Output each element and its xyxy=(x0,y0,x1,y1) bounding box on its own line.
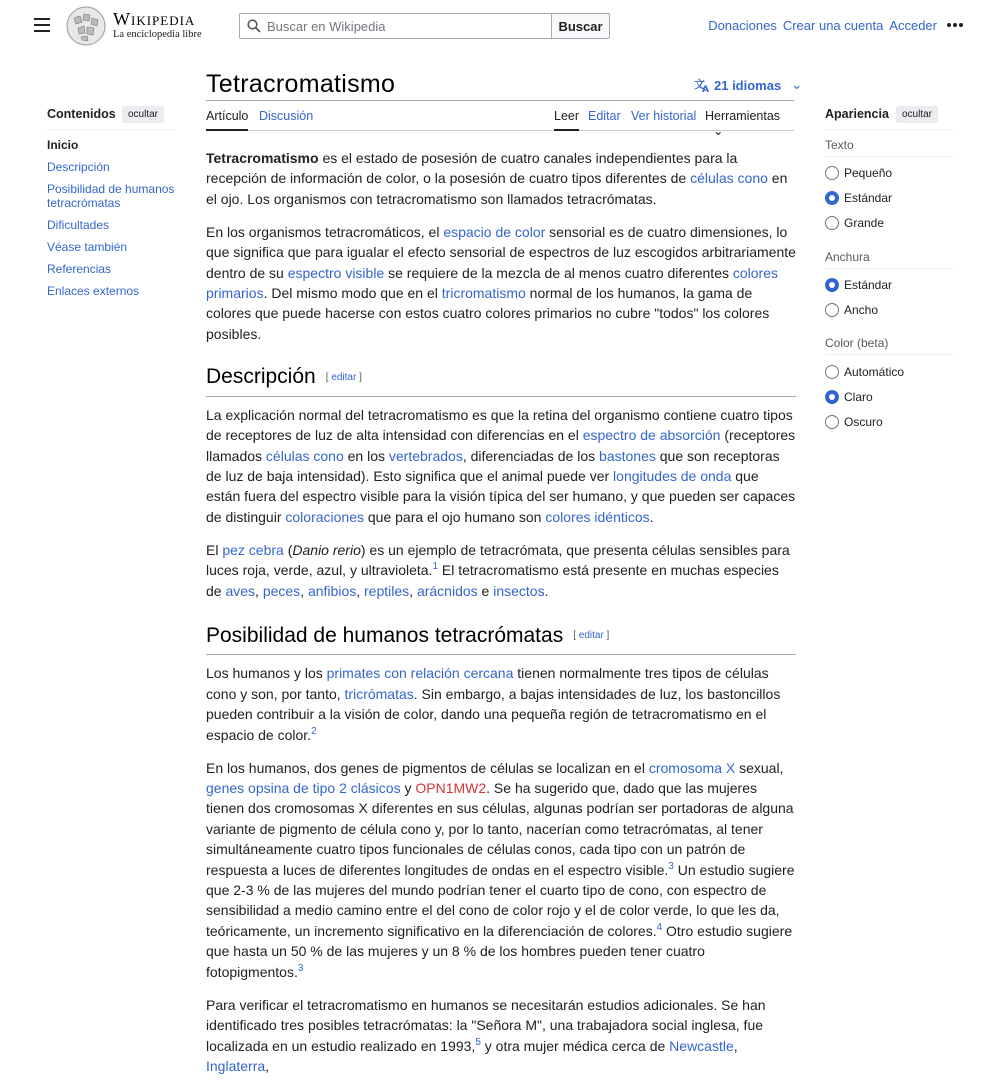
text-run: en el ojo. Los organismos con tetracromatismo son llamados tetracrómatas. xyxy=(206,170,788,207)
red-wiki-link[interactable]: OPN1MW2 xyxy=(415,780,487,797)
text-run: y xyxy=(400,780,416,797)
text-run: es el estado de posesión de cuatro canales independientes para la recepción de información de color, o la posesión de cuatro tipos diferentes de xyxy=(206,150,738,187)
text-run: (receptores llamados xyxy=(206,427,796,464)
paragraph-humans xyxy=(206,663,796,745)
wiki-link[interactable]: células cono xyxy=(690,170,768,187)
login-link[interactable]: Acceder xyxy=(889,18,937,33)
wikipedia-globe-logo[interactable] xyxy=(66,6,106,46)
paragraph-color-space xyxy=(206,222,796,344)
user-links xyxy=(708,18,937,33)
page-title: Tetracromatismo xyxy=(206,70,396,98)
color-option-light[interactable] xyxy=(825,390,873,404)
wiki-link[interactable]: tricromatismo xyxy=(441,285,526,302)
wiki-link[interactable]: peces xyxy=(262,582,301,599)
radio-label: Oscuro xyxy=(844,415,883,429)
radio-button[interactable] xyxy=(825,303,839,317)
section-heading-descripcion xyxy=(206,364,796,396)
text-run: , diferenciadas de los xyxy=(462,447,600,464)
text-run: sensorial es de cuatro dimensiones, lo que significa que para igualar el efecto sensorial de espectros de luz escogidos arbitrariamente dentro de su xyxy=(206,223,796,281)
appearance-divider xyxy=(825,129,953,130)
toc-item-referencias[interactable]: Referencias xyxy=(47,262,112,276)
reference-link[interactable]: 5 xyxy=(475,1036,481,1048)
text-run: que son receptoras de luz de baja intensidad). Esto significa que el animal puede ver xyxy=(206,447,780,484)
text-run: se requiere de la mezcla de al menos cuatro diferentes xyxy=(384,264,733,281)
wiki-link[interactable]: genes opsina de tipo 2 clásicos xyxy=(206,780,401,797)
page-tabs xyxy=(206,101,794,138)
text-run: tienen normalmente tres tipos de células cono y son, por tanto, xyxy=(206,665,769,702)
text-size-option-large[interactable] xyxy=(825,216,884,230)
width-divider xyxy=(825,268,953,269)
text-run: que están fuera del espectro visible para la visión típica del ser humano, y que pueden ser capaces de distinguir xyxy=(206,467,796,525)
reference-link[interactable]: 3 xyxy=(297,962,304,974)
radio-button[interactable] xyxy=(825,191,839,205)
tab-read[interactable]: Leer xyxy=(554,109,579,131)
wiki-link[interactable]: pez cebra xyxy=(222,541,284,558)
wiki-link[interactable]: colores primarios xyxy=(206,264,779,302)
radio-label: Estándar xyxy=(844,191,893,205)
reference-link[interactable]: 2 xyxy=(311,725,317,737)
wiki-link[interactable]: espectro visible xyxy=(287,264,385,281)
radio-label: Automático xyxy=(844,365,905,379)
radio-label: Pequeño xyxy=(844,166,893,180)
text-run: En los humanos, dos genes de pigmentos de células se localizan en el xyxy=(206,759,649,776)
text-run: , xyxy=(265,1057,270,1074)
text-run: y otra mujer médica cerca de xyxy=(480,1037,670,1054)
tab-history[interactable]: Ver historial xyxy=(631,109,697,123)
wiki-link[interactable]: espacio de color xyxy=(443,223,546,240)
edit-link[interactable]: editar xyxy=(331,371,357,383)
edit-link[interactable]: editar xyxy=(578,630,604,642)
paragraph-genes xyxy=(206,758,796,982)
tab-talk[interactable]: Discusión xyxy=(259,109,314,123)
radio-button[interactable] xyxy=(825,415,839,429)
article-content xyxy=(206,148,796,1089)
toc-heading: Contenidos xyxy=(47,107,116,121)
text-run: En los organismos tetracromáticos, el xyxy=(206,223,444,240)
text-run: que para el ojo humano son xyxy=(364,508,546,525)
reference-link[interactable]: 1 xyxy=(432,561,439,573)
search-button[interactable]: Buscar xyxy=(551,13,610,39)
text-size-label: Texto xyxy=(825,138,854,152)
text-run: La explicación normal del tetracromatismo es que la retina del organismo contiene cuatro tipos de receptores de luz de alta intensidad con diferencias en el xyxy=(206,406,793,444)
text-run: Un estudio sugiere que 2-3 % de las mujeres del mundo podrían tener el cuarto tipo de cono, con espectro de sensibilidad a medio camino entre el del cono de color rojo y el de color verde, lo que les da, teóricamente, un incremento significativo en la diferenciación de colores. xyxy=(206,861,795,939)
section-title: Descripción xyxy=(206,365,316,389)
radio-button[interactable] xyxy=(825,216,839,230)
toc-divider xyxy=(47,129,175,130)
wiki-link[interactable]: insectos xyxy=(493,582,545,599)
section-heading-posibilidad xyxy=(206,623,796,655)
text-run: ) es un ejemplo de tetracrómata, que presenta células sensibles para luces roja, verde, azul, y ultravioleta. xyxy=(206,541,790,579)
language-icon xyxy=(694,77,710,93)
color-option-automatic[interactable] xyxy=(825,365,904,379)
paragraph-explanation xyxy=(206,405,796,527)
text-run: Para verificar el tetracromatismo en humanos se necesitarán estudios adicionales. Se han identificado tres posibles tetracrómatas: la "Señora M", una trabajadora social inglesa, fue localizada en un estudio realizado en 1993, xyxy=(206,996,766,1054)
width-option-wide[interactable] xyxy=(825,303,878,317)
create-account-link[interactable]: Crear una cuenta xyxy=(782,18,884,33)
wiki-link[interactable]: cromosoma X xyxy=(648,759,736,776)
chevron-down-icon: ⌄ xyxy=(791,77,803,92)
radio-label: Grande xyxy=(844,216,885,230)
table-of-contents xyxy=(47,138,187,306)
width-option-standard[interactable] xyxy=(825,278,892,292)
radio-button[interactable] xyxy=(825,166,839,180)
text-run: El xyxy=(206,541,223,558)
wiki-link[interactable]: arácnidos xyxy=(416,582,478,599)
wikipedia-wordmark[interactable]: Wikipedia xyxy=(113,9,196,29)
text-run: . xyxy=(544,582,549,599)
color-option-dark[interactable] xyxy=(825,415,883,429)
wiki-link[interactable]: bastones xyxy=(599,447,656,464)
wiki-link[interactable]: tricrómatas xyxy=(344,685,414,702)
color-label: Color (beta) xyxy=(825,336,889,350)
radio-label: Estándar xyxy=(844,278,893,292)
wiki-link[interactable]: vertebrados xyxy=(388,447,463,464)
text-run: El tetracromatismo está presente en muchas especies de xyxy=(206,562,779,599)
text-run: . Se ha sugerido que, dado que las mujeres tienen dos cromosomas X diferentes en sus células, algunas podrían ser portadoras de alguna variante de pigmento de célula cono y, por lo tanto, nacerían como tetracrómatas, al tener simultáneamente cuatro tipos funcionales de células conos, cada tipo con un patrón de respuesta a luces de diferentes longitudes de ondas en el espectro visible. xyxy=(206,780,794,878)
bold-term: Tetracromatismo xyxy=(206,150,319,166)
radio-button[interactable] xyxy=(825,278,839,292)
radio-button[interactable] xyxy=(825,365,839,379)
section-edit: [ editar ] xyxy=(573,630,610,642)
text-run: . Del mismo modo que en el xyxy=(263,285,442,302)
toc-item-descripcion[interactable]: Descripción xyxy=(47,160,110,174)
text-run: , xyxy=(300,582,308,599)
toc-item-dificultades[interactable]: Dificultades xyxy=(47,218,110,232)
main-menu-button[interactable] xyxy=(34,18,50,32)
radio-label: Ancho xyxy=(844,303,879,317)
section-edit: [ editar ] xyxy=(325,371,362,383)
wiki-link[interactable]: Inglaterra xyxy=(206,1057,266,1074)
chevron-down-icon: ⌄ xyxy=(713,124,724,138)
more-options-icon[interactable] xyxy=(947,17,963,33)
toc-item-posibilidad[interactable]: Posibilidad de humanos tetracrómatas xyxy=(47,182,175,210)
paragraph-intro xyxy=(206,148,796,209)
wiki-link[interactable]: células cono xyxy=(265,447,344,464)
toc-hide-button[interactable]: ocultar xyxy=(122,106,164,123)
search-icon xyxy=(247,19,261,33)
appearance-hide-button[interactable]: ocultar xyxy=(896,106,938,123)
wiki-link[interactable]: longitudes de onda xyxy=(613,467,732,484)
wiki-link[interactable]: primates con relación cercana xyxy=(326,665,514,682)
section-title: Posibilidad de humanos tetracrómatas xyxy=(206,623,564,647)
text-run: , xyxy=(356,582,365,599)
wiki-link[interactable]: coloraciones xyxy=(285,508,364,525)
wiki-link[interactable]: anfibios xyxy=(307,582,357,599)
tab-article[interactable]: Artículo xyxy=(206,109,248,131)
wikipedia-tagline: La enciclopedia libre xyxy=(113,29,202,40)
text-run: , xyxy=(733,1037,738,1054)
toc-item-vease-tambien[interactable]: Véase también xyxy=(47,240,128,254)
svg-text:A: A xyxy=(702,85,709,95)
text-run: en los xyxy=(343,447,389,464)
text-run: . xyxy=(649,508,654,525)
paragraph-zebrafish xyxy=(206,540,796,601)
italic-term: Danio rerio xyxy=(292,541,361,558)
color-divider xyxy=(825,354,953,355)
language-button[interactable] xyxy=(694,77,802,93)
text-run: normal de los humanos, la gama de colores que puede hacerse con estos cuatro colores primarios no cubre "todos" los colores posibles. xyxy=(206,285,770,342)
text-run: , xyxy=(409,582,417,599)
radio-label: Claro xyxy=(844,390,873,404)
width-label: Anchura xyxy=(825,250,870,264)
text-size-divider xyxy=(825,156,953,157)
wiki-link[interactable]: espectro de absorción xyxy=(582,427,721,444)
language-count: 21 idiomas xyxy=(714,77,782,93)
text-run: e xyxy=(477,582,494,599)
text-size-option-small[interactable] xyxy=(825,166,892,180)
toc-item-enlaces-externos[interactable]: Enlaces externos xyxy=(47,284,140,298)
text-run: , xyxy=(255,582,263,599)
text-run: ( xyxy=(283,541,293,558)
appearance-heading: Apariencia xyxy=(825,107,889,121)
wiki-link[interactable]: aves xyxy=(225,582,256,599)
search-input[interactable] xyxy=(267,17,547,35)
tools-label: Herramientas xyxy=(705,109,781,123)
tools-menu[interactable] xyxy=(705,109,794,138)
reference-link[interactable]: 4 xyxy=(656,921,663,933)
text-run: Otro estudio sugiere que hasta un 50 % de las mujeres y un 8 % de los hombres pueden tener cuatro fotopigmentos. xyxy=(206,922,793,980)
text-run: Los humanos y los xyxy=(206,665,327,682)
reference-link[interactable]: 3 xyxy=(668,860,674,872)
wiki-link[interactable]: Newcastle xyxy=(669,1037,734,1054)
wiki-link[interactable]: reptiles xyxy=(364,582,410,599)
search-box[interactable] xyxy=(239,13,552,39)
donate-link[interactable]: Donaciones xyxy=(708,18,777,33)
toc-item-inicio[interactable]: Inicio xyxy=(47,138,79,152)
radio-button[interactable] xyxy=(825,390,839,404)
svg-text:文: 文 xyxy=(694,78,705,91)
text-run: sexual, xyxy=(735,759,784,776)
wiki-link[interactable]: colores idénticos xyxy=(545,508,650,525)
tab-edit[interactable]: Editar xyxy=(588,109,621,123)
text-size-option-standard[interactable] xyxy=(825,191,892,205)
paragraph-verification xyxy=(206,995,796,1077)
text-run: . Sin embargo, a bajas intensidades de luz, los bastoncillos pueden contribuir a la visión de color, dando una pequeña región de tetracromatismo en el espacio de color. xyxy=(206,685,781,743)
